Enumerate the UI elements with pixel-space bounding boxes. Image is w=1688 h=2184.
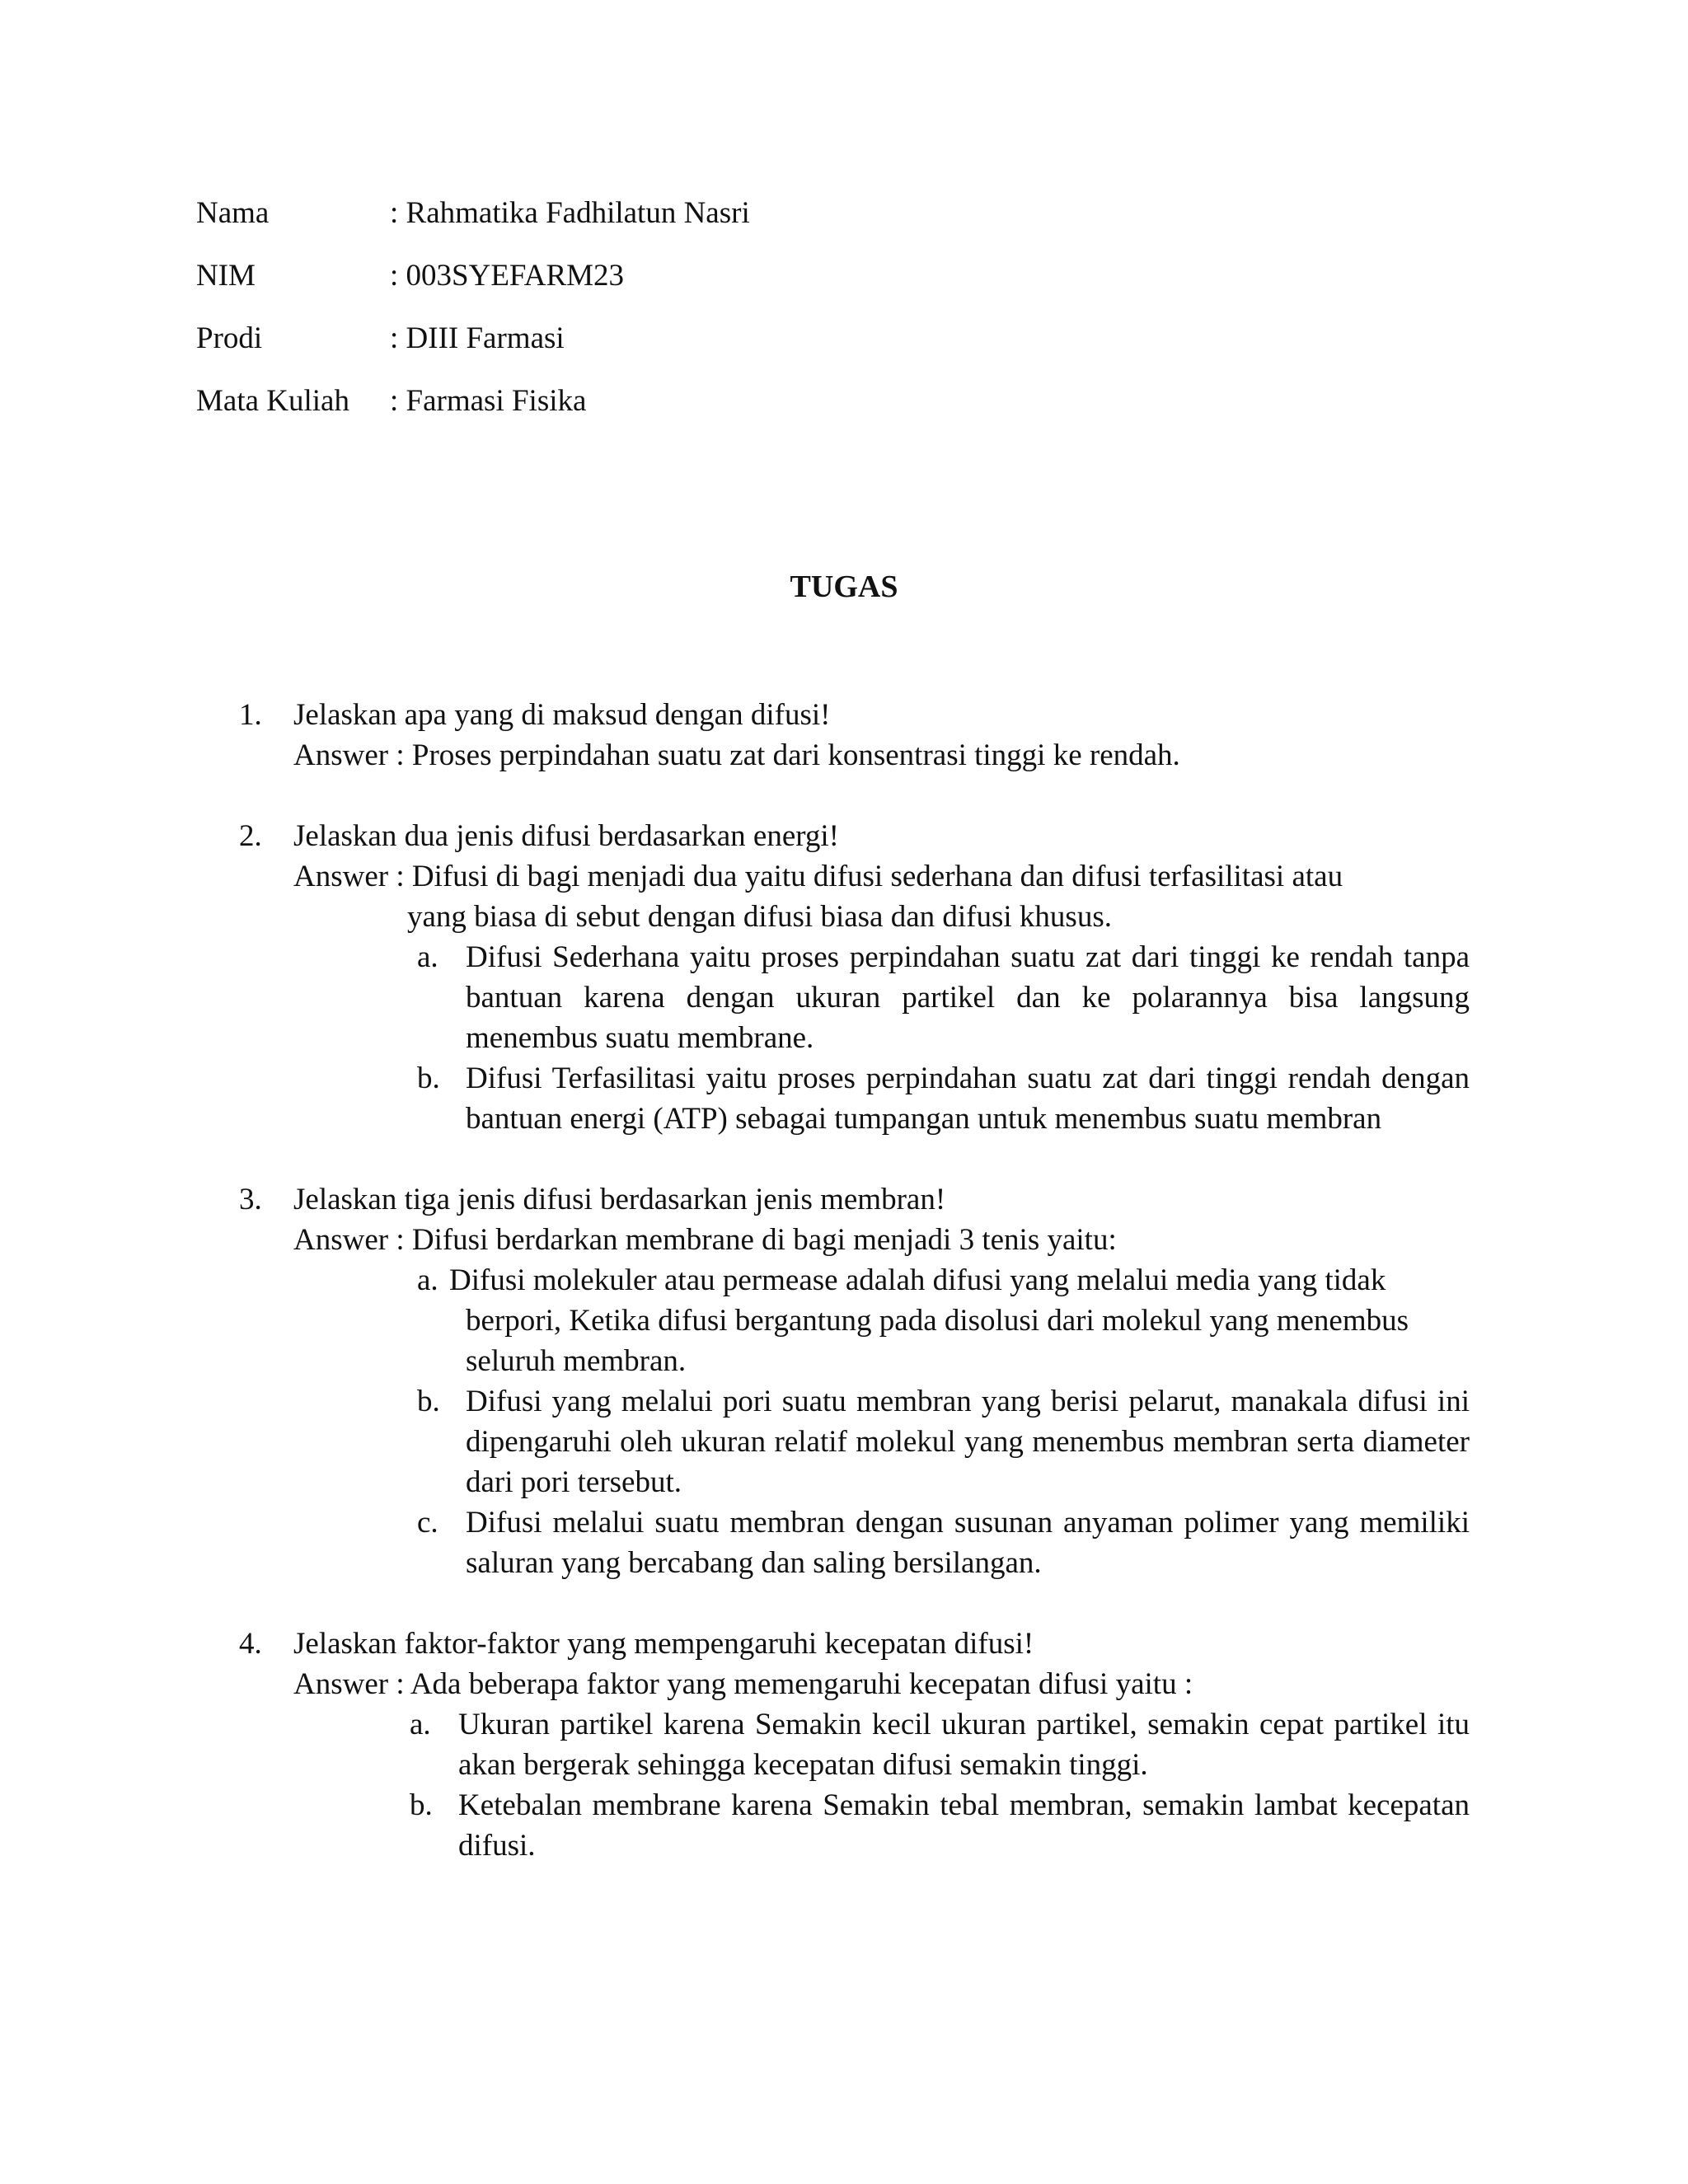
identity-value: : DIII Farmasi bbox=[390, 321, 565, 355]
identity-value: : Rahmatika Fadhilatun Nasri bbox=[390, 196, 750, 230]
answer-text: Answer : Proses perpindahan suatu zat dari konsentrasi tinggi ke rendah. bbox=[293, 738, 1180, 772]
question-number: 2. bbox=[239, 819, 262, 853]
sublist-item bbox=[410, 1785, 1470, 1866]
sublist-text: Ukuran partikel karena Semakin kecil ukuran partikel, semakin cepat partikel itu akan bergerak sehingga kecepatan difusi semakin tinggi. bbox=[458, 1708, 1470, 1782]
question-list bbox=[239, 695, 1470, 1906]
answer-text: Answer : Difusi di bagi menjadi dua yaitu difusi sederhana dan difusi terfasilitasi atau bbox=[293, 860, 1343, 893]
sublist-item bbox=[417, 1260, 1470, 1381]
sublist-item bbox=[417, 1058, 1470, 1139]
answer-continuation: yang biasa di sebut dengan difusi biasa dan difusi khusus. bbox=[407, 900, 1112, 934]
question-body bbox=[293, 1624, 1470, 1866]
identity-label: Nama bbox=[196, 196, 270, 230]
question-text: Jelaskan faktor-faktor yang mempengaruhi kecepatan difusi! bbox=[293, 1627, 1034, 1661]
question-item bbox=[239, 816, 1470, 1139]
answer-sublist bbox=[293, 937, 1470, 1139]
identity-label: Prodi bbox=[196, 321, 263, 355]
question-text: Jelaskan apa yang di maksud dengan difusi! bbox=[293, 698, 831, 732]
identity-label: NIM bbox=[196, 259, 256, 293]
identity-label: Mata Kuliah bbox=[196, 384, 349, 418]
sublist-text: Difusi molekuler atau permease adalah difusi yang melalui media yang tidak berpori, Ketika difusi bergantung pada disolusi dari molekul yang menembus seluruh membran. bbox=[449, 1263, 1409, 1378]
page-title: TUGAS bbox=[790, 569, 898, 604]
answer-text: Answer : Difusi berdarkan membrane di bagi menjadi 3 tenis yaitu: bbox=[293, 1223, 1117, 1257]
sublist-text: Difusi Terfasilitasi yaitu proses perpindahan suatu zat dari tinggi rendah dengan bantuan energi (ATP) sebagai tumpangan untuk menembus suatu membran bbox=[466, 1062, 1470, 1136]
question-number: 4. bbox=[239, 1627, 262, 1661]
answer-sublist bbox=[293, 1704, 1470, 1866]
sublist-letter: b. bbox=[417, 1385, 440, 1418]
sublist-item bbox=[417, 1502, 1470, 1583]
question-body bbox=[293, 695, 1470, 776]
sublist-letter: c. bbox=[417, 1506, 438, 1540]
question-number: 3. bbox=[239, 1183, 262, 1216]
question-item bbox=[239, 695, 1470, 776]
sublist-item bbox=[410, 1704, 1470, 1785]
sublist-letter: b. bbox=[410, 1788, 433, 1822]
sublist-text: Difusi yang melalui pori suatu membran yang berisi pelarut, manakala difusi ini dipengaruhi oleh ukuran relatif molekul yang menembus membran serta diameter dari pori tersebut. bbox=[466, 1385, 1470, 1499]
sublist-letter: a. bbox=[410, 1708, 431, 1741]
question-item bbox=[239, 1624, 1470, 1866]
question-body bbox=[293, 816, 1470, 1139]
question-number: 1. bbox=[239, 698, 262, 732]
question-body bbox=[293, 1179, 1470, 1583]
answer-text: Answer : Ada beberapa faktor yang memengaruhi kecepatan difusi yaitu : bbox=[293, 1667, 1193, 1701]
sublist-item bbox=[417, 1381, 1470, 1502]
sublist-letter: a. bbox=[417, 1263, 438, 1297]
question-item bbox=[239, 1179, 1470, 1583]
identity-value: : Farmasi Fisika bbox=[390, 384, 587, 418]
sublist-text: Ketebalan membrane karena Semakin tebal membran, semakin lambat kecepatan difusi. bbox=[458, 1788, 1470, 1863]
sublist-letter: b. bbox=[417, 1062, 440, 1095]
answer-sublist bbox=[293, 1260, 1470, 1583]
identity-value: : 003SYEFARM23 bbox=[390, 259, 625, 293]
sublist-text: Difusi melalui suatu membran dengan susunan anyaman polimer yang memiliki saluran yang bercabang dan saling bersilangan. bbox=[466, 1506, 1470, 1580]
question-text: Jelaskan tiga jenis difusi berdasarkan jenis membran! bbox=[293, 1183, 946, 1216]
sublist-item bbox=[417, 937, 1470, 1058]
question-text: Jelaskan dua jenis difusi berdasarkan energi! bbox=[293, 819, 840, 853]
sublist-letter: a. bbox=[417, 940, 438, 974]
sublist-text: Difusi Sederhana yaitu proses perpindahan suatu zat dari tinggi ke rendah tanpa bantuan karena dengan ukuran partikel dan ke polarannya bisa langsung menembus suatu membrane. bbox=[466, 940, 1470, 1055]
